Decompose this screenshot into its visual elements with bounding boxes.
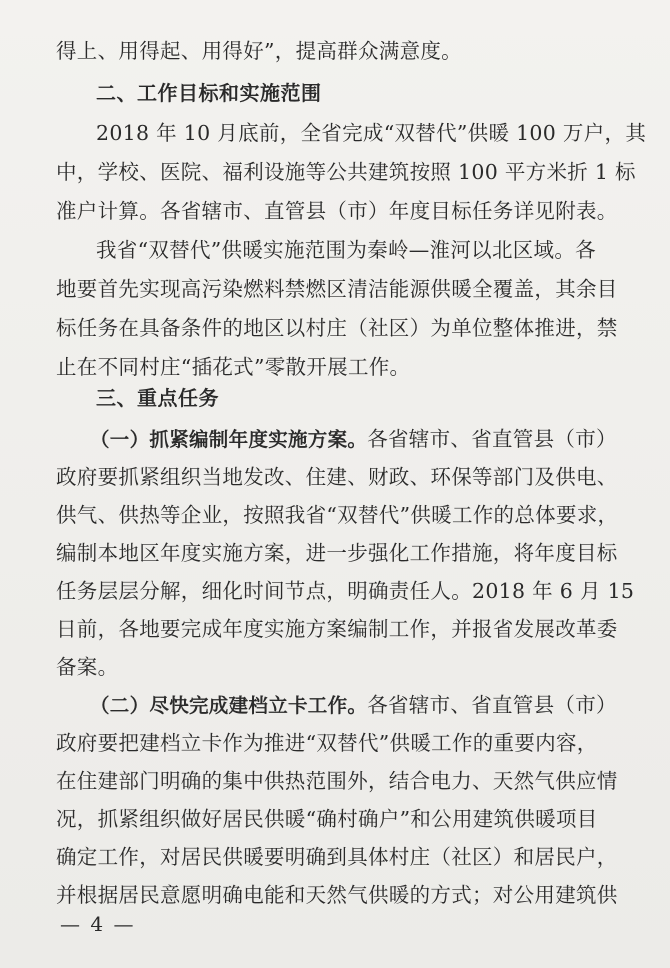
task-1-text: 各省辖市、省直管县（市） bbox=[367, 427, 617, 451]
section-heading-3: 三、重点任务 bbox=[96, 386, 219, 410]
body-line: 在住建部门明确的集中供热范围外，结合电力、天然气供应情 bbox=[56, 769, 618, 793]
task-1-first-line bbox=[90, 424, 617, 455]
body-line: 编制本地区年度实施方案，进一步强化工作措施，将年度目标 bbox=[56, 541, 618, 565]
body-line: 备案。 bbox=[56, 655, 119, 679]
body-line: 政府要抓紧组织当地发改、住建、财政、环保等部门及供电、 bbox=[56, 465, 618, 489]
body-line: 日前，各地要完成年度实施方案编制工作，并报省发展改革委 bbox=[56, 617, 618, 641]
body-line: 政府要把建档立卡作为推进“双替代”供暖工作的重要内容， bbox=[56, 731, 598, 755]
body-line: 准户计算。各省辖市、直管县（市）年度目标任务详见附表。 bbox=[56, 199, 618, 223]
body-line: 并根据居民意愿明确电能和天然气供暖的方式；对公用建筑供 bbox=[56, 883, 618, 907]
task-2-text: 各省辖市、省直管县（市） bbox=[367, 693, 617, 717]
section-heading-2: 二、工作目标和实施范围 bbox=[96, 81, 322, 105]
task-2-first-line bbox=[90, 690, 617, 721]
body-line: 地要首先实现高污染燃料禁燃区清洁能源供暖全覆盖，其余目 bbox=[56, 277, 618, 301]
body-line: 任务层层分解，细化时间节点，明确责任人。2018 年 6 月 15 bbox=[56, 579, 635, 603]
body-line: 我省“双替代”供暖实施范围为秦岭—淮河以北区域。各 bbox=[96, 238, 596, 262]
body-line: 得上、用得起、用得好”，提高群众满意度。 bbox=[56, 39, 462, 63]
task-2-title: （二）尽快完成建档立卡工作。 bbox=[90, 694, 368, 717]
body-line: 止在不同村庄“插花式”零散开展工作。 bbox=[56, 355, 411, 379]
body-line: 2018 年 10 月底前，全省完成“双替代”供暖 100 万户，其 bbox=[96, 121, 647, 145]
page-number: — 4 — bbox=[60, 912, 136, 936]
body-line: 标任务在具备条件的地区以村庄（社区）为单位整体推进，禁 bbox=[56, 316, 618, 340]
task-1-title: （一）抓紧编制年度实施方案。 bbox=[90, 428, 368, 451]
body-line: 确定工作，对居民供暖要明确到具体村庄（社区）和居民户， bbox=[56, 845, 618, 869]
body-line: 供气、供热等企业，按照我省“双替代”供暖工作的总体要求， bbox=[56, 503, 619, 527]
body-line: 中，学校、医院、福利设施等公共建筑按照 100 平方米折 1 标 bbox=[56, 160, 636, 184]
body-line: 况，抓紧组织做好居民供暖“确村确户”和公用建筑供暖项目 bbox=[56, 807, 598, 831]
